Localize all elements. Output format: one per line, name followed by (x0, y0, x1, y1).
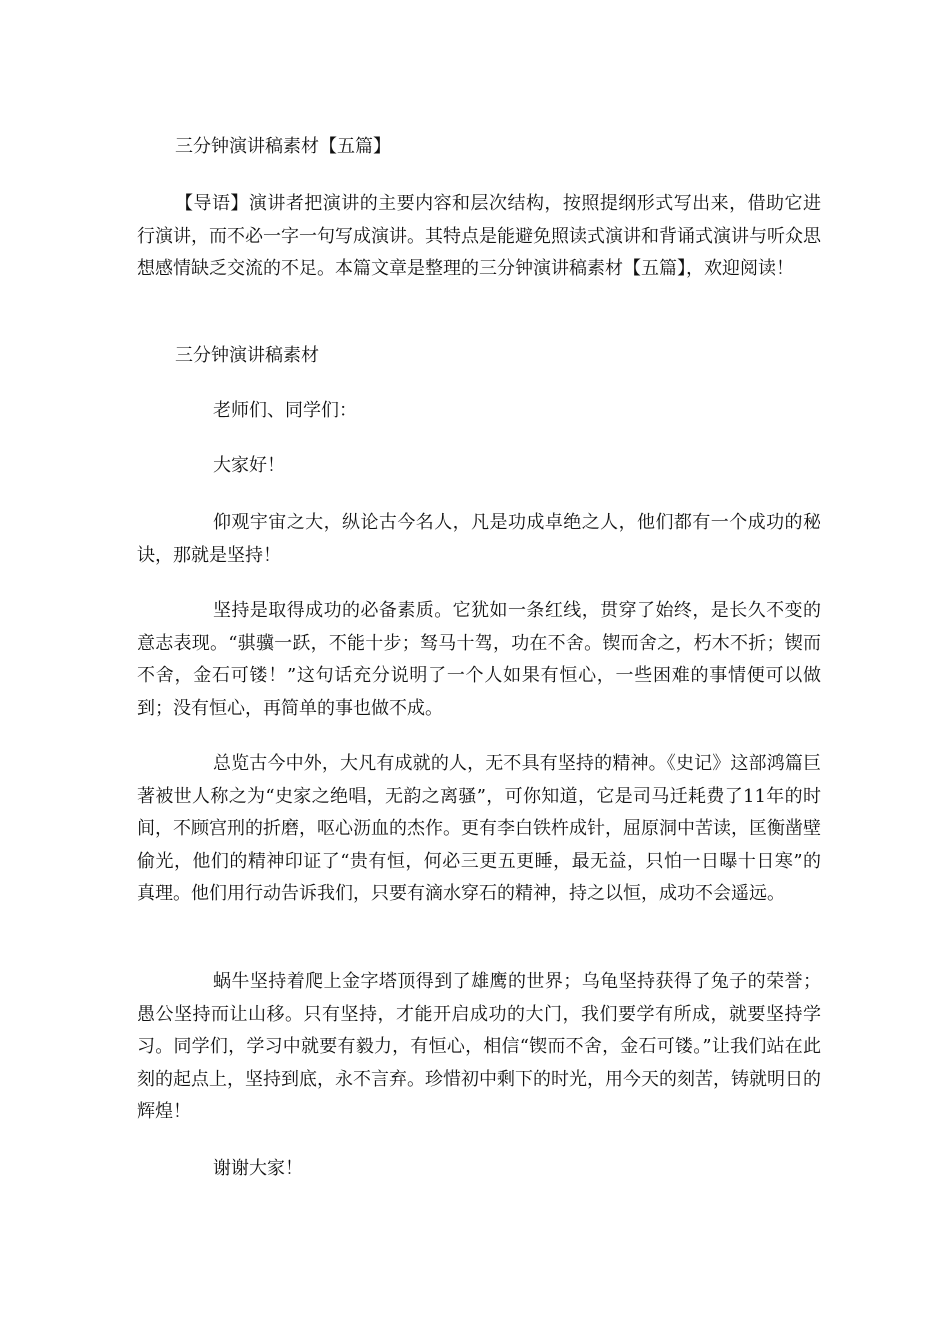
document-title: 三分钟演讲稿素材【五篇】 (175, 136, 391, 157)
greeting: 大家好！ (213, 455, 285, 476)
closing-line: 谢谢大家！ (213, 1158, 303, 1179)
body-paragraph-2: 坚持是取得成功的必备素质。它犹如一条红线，贯穿了始终，是长久不变的意志表现。“骐骥一跃，不能十步；驽马十驾，功在不舍。锲而舍之，朽木不折；锲而不舍，金石可镂！”这句话充分说明了一个人如果有恒心，一些困难的事情便可以做到；没有恒心，再简单的事也做不成。 (137, 600, 821, 719)
salutation: 老师们、同学们： (213, 400, 357, 421)
section-title: 三分钟演讲稿素材 (175, 345, 319, 366)
body-paragraph-1: 仰观宇宙之大，纵论古今名人，凡是功成卓绝之人，他们都有一个成功的秘诀，那就是坚持！ (137, 512, 821, 566)
body-paragraph-3: 总览古今中外，大凡有成就的人，无不具有坚持的精神。《史记》这部鸿篇巨著被世人称之为“史家之绝唱，无韵之离骚”，可你知道，它是司马迁耗费了11年的时间，不顾宫刑的折磨，呕心沥血的杰作。更有李白铁杵成针，屈原洞中苦读，匡衡凿壁偷光，他们的精神印证了“贵有恒，何必三更五更睡，最无益，只怕一日曝十日寒”的真理。他们用行动告诉我们，只要有滴水穿石的精神，持之以恒，成功不会遥远。 (137, 753, 821, 904)
intro-paragraph: 【导语】演讲者把演讲的主要内容和层次结构，按照提纲形式写出来，借助它进行演讲，而不必一字一句写成演讲。其特点是能避免照读式演讲和背诵式演讲与听众思想感情缺乏交流的不足。本篇文章是整理的三分钟演讲稿素材【五篇】，欢迎阅读！ (137, 193, 821, 279)
body-paragraph-4: 蜗牛坚持着爬上金字塔顶得到了雄鹰的世界；乌龟坚持获得了兔子的荣誉；愚公坚持而让山移。只有坚持，才能开启成功的大门，我们要学有所成，就要坚持学习。同学们，学习中就要有毅力，有恒心，相信“锲而不舍，金石可镂。”让我们站在此刻的起点上，坚持到底，永不言弃。珍惜初中剩下的时光，用今天的刻苦，铸就明日的辉煌！ (137, 971, 821, 1122)
